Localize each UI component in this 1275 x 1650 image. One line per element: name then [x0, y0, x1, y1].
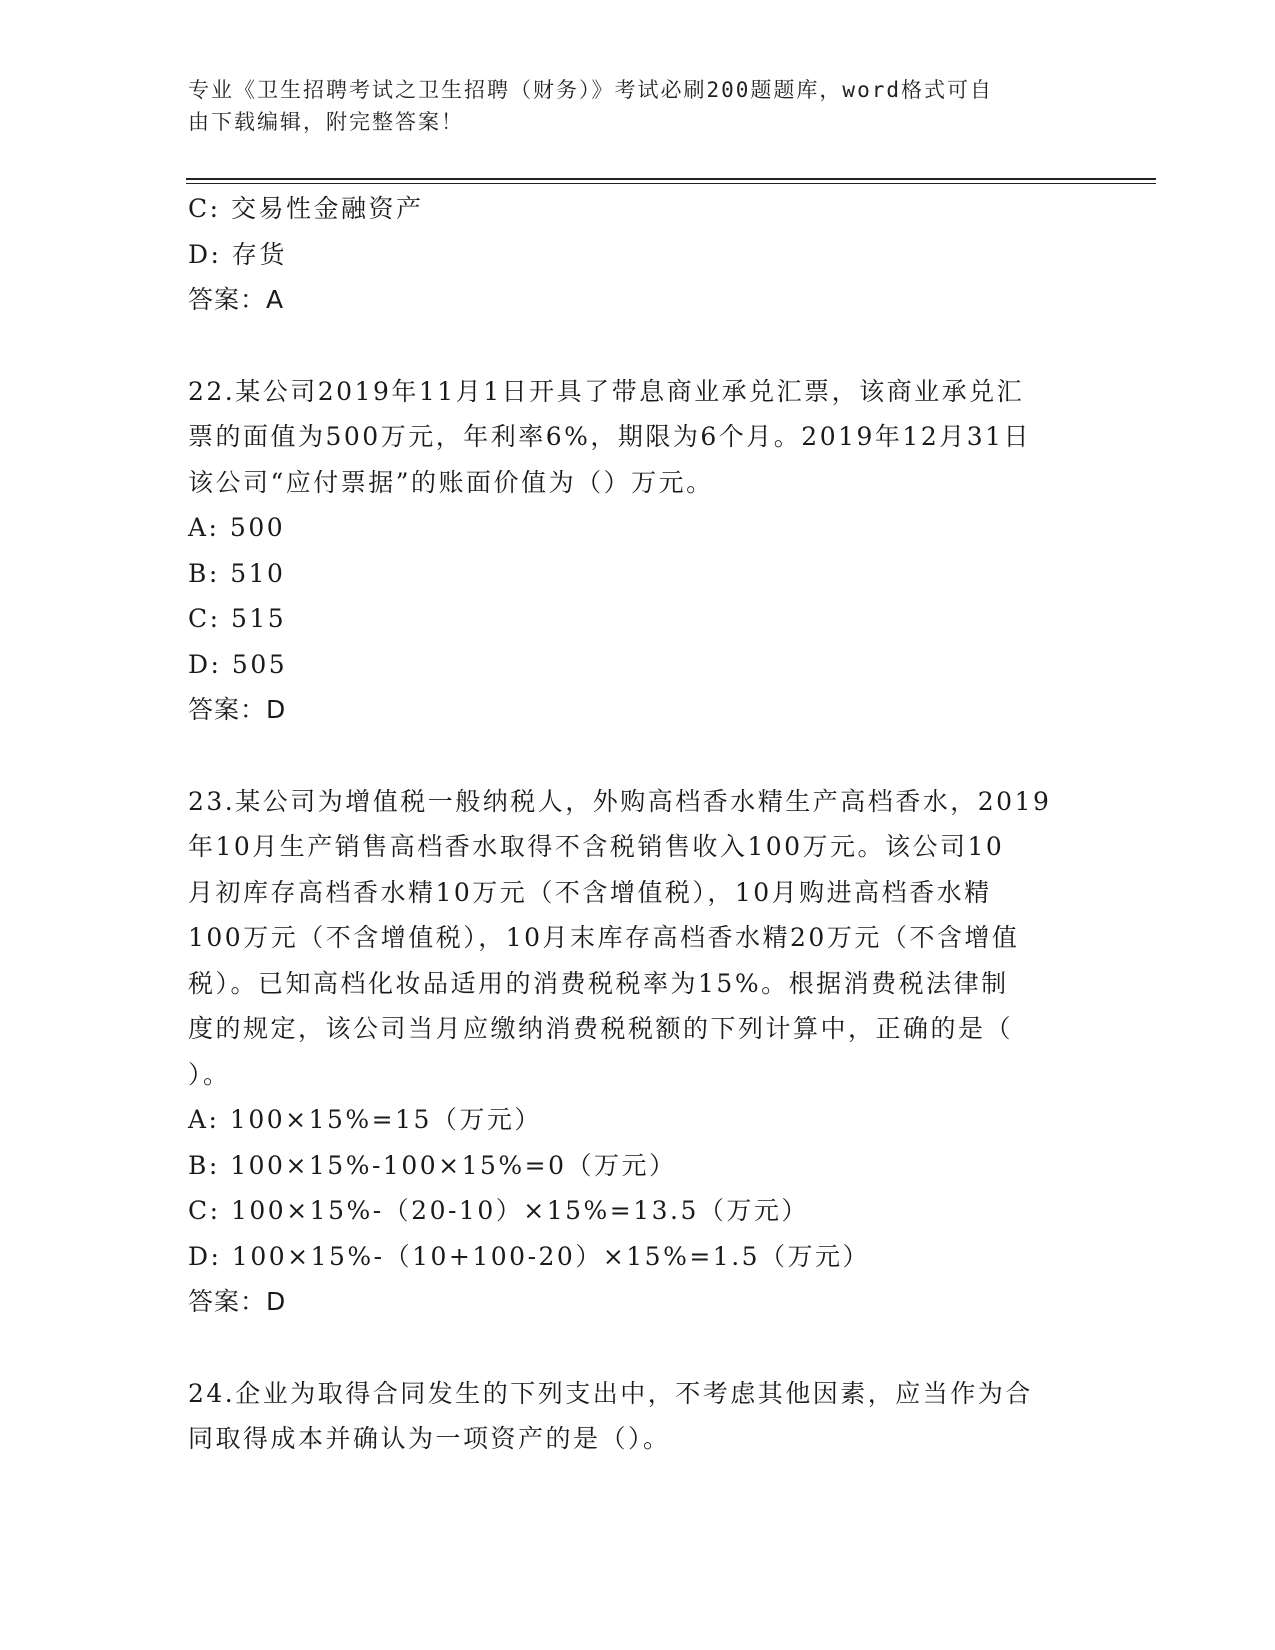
header-line: 专业《卫生招聘考试之卫生招聘（财务）》考试必刷200题题库，word格式可自	[188, 78, 993, 102]
question-text-line: 同取得成本并确认为一项资产的是（）。	[188, 1424, 671, 1453]
option-c: C: 515	[188, 604, 287, 633]
option-d: D: 存货	[188, 239, 287, 269]
answer-line: 答案：A	[188, 285, 285, 314]
question-text-line: 年10月生产销售高档香水取得不含税销售收入100万元。该公司10	[188, 832, 1005, 861]
option-b: B: 100×15%-100×15%=0（万元）	[188, 1150, 677, 1180]
answer-line: 答案：D	[188, 1287, 287, 1316]
question-23	[188, 779, 1088, 1325]
option-d: D: 505	[188, 649, 288, 679]
document-body	[188, 186, 1088, 1462]
question-24	[188, 1371, 1088, 1462]
question-text-line: 100万元（不含增值税），10月末库存高档香水精20万元（不含增值	[188, 923, 1020, 952]
answer-line: 答案：D	[188, 695, 287, 724]
question-21-continued	[188, 186, 1088, 323]
option-d: D: 100×15%-（10+100-20）×15%=1.5（万元）	[188, 1241, 871, 1271]
option-b: B: 510	[188, 558, 286, 588]
header-divider	[186, 178, 1156, 184]
question-text-line: ）。	[188, 1059, 231, 1089]
option-c: C: 交易性金融资产	[188, 194, 424, 223]
option-a: A: 100×15%=15（万元）	[188, 1105, 542, 1134]
question-22	[188, 369, 1088, 733]
question-text-line: 票的面值为500万元，年利率6%，期限为6个月。2019年12月31日	[188, 422, 1032, 451]
question-text-line: 税）。已知高档化妆品适用的消费税税率为15%。根据消费税法律制	[188, 968, 1009, 998]
option-c: C: 100×15%-（20-10）×15%=13.5（万元）	[188, 1196, 809, 1225]
option-a: A: 500	[188, 513, 286, 542]
question-text-line: 23.某公司为增值税一般纳税人，外购高档香水精生产高档香水，2019	[188, 786, 1052, 816]
question-text-line: 度的规定，该公司当月应缴纳消费税税额的下列计算中，正确的是（	[188, 1014, 1014, 1043]
question-text-line: 22.某公司2019年11月1日开具了带息商业承兑汇票，该商业承兑汇	[188, 376, 1025, 406]
question-text-line: 月初库存高档香水精10万元（不含增值税），10月购进高档香水精	[188, 877, 992, 907]
header-line: 由下载编辑，附完整答案！	[188, 110, 464, 134]
question-text-line: 该公司“应付票据”的账面价值为（）万元。	[188, 467, 714, 497]
document-header	[188, 74, 1088, 138]
question-text-line: 24.企业为取得合同发生的下列支出中，不考虑其他因素，应当作为合	[188, 1378, 1033, 1408]
